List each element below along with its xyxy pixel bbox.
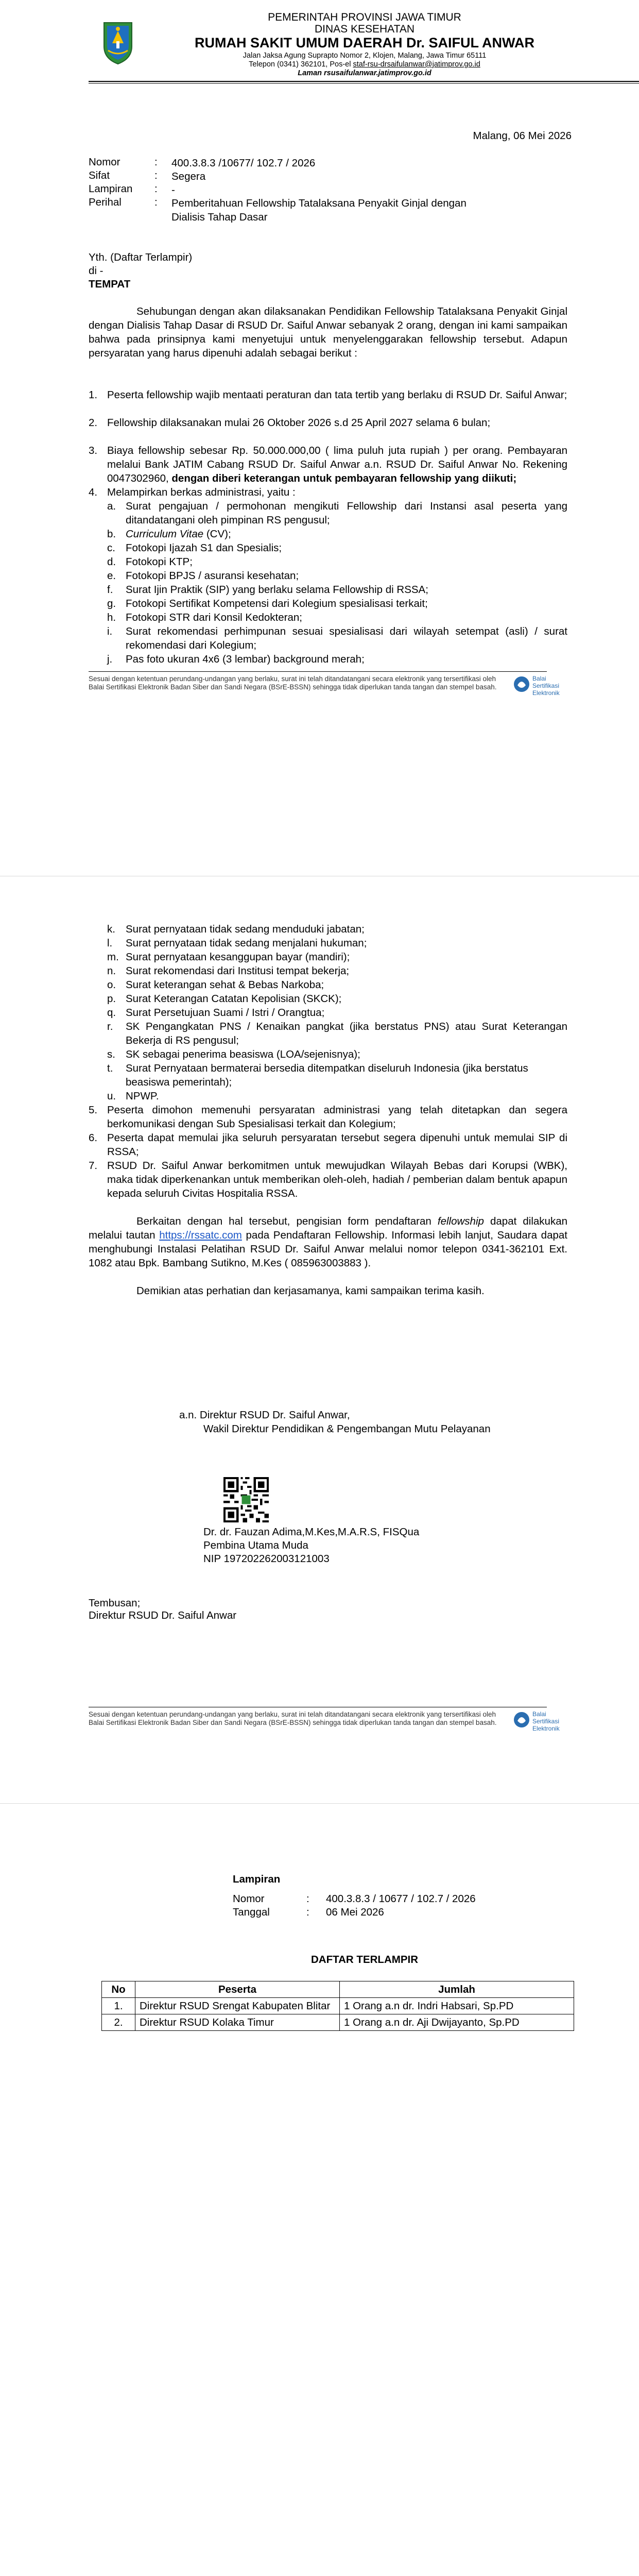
- sub-list-item: [107, 527, 567, 541]
- attachment-list-title: DAFTAR TERLAMPIR: [310, 1954, 418, 1965]
- header-contact: [89, 60, 639, 69]
- signatory-rank: Pembina Utama Muda: [203, 1539, 308, 1551]
- sub-list-item: [107, 597, 567, 611]
- meta-value-nomor: 400.3.8.3 /10677/ 102.7 / 2026: [171, 157, 316, 169]
- header-phone: Telepon (0341) 362101, Pos-el: [249, 60, 353, 69]
- addressee-line3: TEMPAT: [89, 278, 131, 290]
- intro-paragraph: Sehubungan dengan akan dilaksanakan Pendidikan Fellowship Tatalaksana Penyakit Ginjal dengan Dialisis Tahap Dasar di RSUD Dr. Saiful Anwar sebanyak 2 orang, dengan ini kami sampaikan bahwa pada prinsipnya kami menyetujui untuk menyelenggarakan fellowship tersebut. Adapun persyaratan yang harus dipenuhi adalah sebagai berikut :: [89, 306, 567, 359]
- sub-list-text: Surat Ijin Praktik (SIP) yang berlaku selama Fellowship di RSSA;: [126, 584, 428, 596]
- sub-list-text: Fotokopi BPJS / asuransi kesehatan;: [126, 570, 299, 582]
- table-cell-no: 1.: [102, 1998, 135, 2014]
- header-government: PEMERINTAH PROVINSI JAWA TIMUR: [268, 11, 461, 23]
- table-row: [102, 1998, 574, 2014]
- list-item: [89, 485, 567, 499]
- sub-list-item: [107, 964, 567, 978]
- footer-esign-notice: Sesuai dengan ketentuan perundang-undangan yang berlaku, surat ini telah ditandatangani secara elektronik yang tersertifikasi oleh Balai Sertifikasi Elektronik Badan Siber dan Sandi Negara (BSrE-BSSN) sehingga tidak diperlukan tanda tangan dan stempel basah.: [89, 675, 497, 691]
- sub-list-letter: a.: [107, 500, 116, 512]
- header-web-url: rsusaifulanwar.jatimprov.go.id: [324, 69, 431, 77]
- sub-list-item: [107, 611, 567, 624]
- signatory-nip: NIP 197202262003121003: [203, 1553, 330, 1565]
- sub-list-item: [107, 624, 567, 652]
- sub-list-item: [107, 499, 567, 527]
- sub-list-letter: i.: [107, 625, 113, 637]
- meta-colon: :: [154, 156, 158, 168]
- list-number: 5.: [89, 1104, 98, 1116]
- sub-list-text: SK sebagai penerima beasiswa (LOA/sejenisnya);: [126, 1048, 360, 1060]
- sub-list-item: [107, 1061, 567, 1089]
- table-cell-peserta: Direktur RSUD Kolaka Timur: [135, 2014, 340, 2031]
- sub-list-text: Surat Keterangan Catatan Kepolisian (SKCK);: [126, 993, 342, 1005]
- meta-value-lampiran: -: [171, 184, 175, 196]
- sub-list-text: Surat Persetujuan Suami / Istri / Orangtua;: [126, 1007, 325, 1019]
- list-item: [89, 1131, 567, 1159]
- header-web-prefix: Laman: [298, 69, 324, 77]
- sub-list-text: SK Pengangkatan PNS / Kenaikan pangkat (jika berstatus PNS) atau Surat Keterangan Bekerja di RS pengusul;: [126, 1021, 567, 1046]
- closing-text-2: dapat dilakukan melalui tautan: [89, 1215, 567, 1241]
- list-text: [107, 444, 567, 485]
- signature-qr-code: [223, 1477, 269, 1522]
- sub-list-item: [107, 1006, 567, 1020]
- bsre-logo-icon: [512, 1710, 531, 1731]
- sub-list-item: [107, 569, 567, 583]
- sub-list-text: [126, 527, 567, 541]
- header-website: [89, 69, 639, 77]
- addressee-line2: di -: [89, 265, 103, 277]
- sub-list-item: [107, 652, 567, 666]
- sub-list-letter: m.: [107, 951, 119, 963]
- sub-list-item: [107, 992, 567, 1006]
- sub-list-text: Surat keterangan sehat & Bebas Narkoba;: [126, 979, 324, 991]
- header-rule-thick: [89, 81, 639, 82]
- signature-on-behalf: a.n. Direktur RSUD Dr. Saiful Anwar,: [179, 1409, 350, 1421]
- sub-list-letter: o.: [107, 979, 116, 991]
- signature-role: Wakil Direktur Pendidikan & Pengembangan Mutu Pelayanan: [203, 1423, 491, 1435]
- sub-list-letter: e.: [107, 570, 116, 582]
- header-address: Jalan Jaksa Agung Suprapto Nomor 2, Klojen, Malang, Jawa Timur 65111: [243, 52, 487, 60]
- table-cell-no: 2.: [102, 2014, 135, 2031]
- meta-label-sifat: Sifat: [89, 170, 110, 181]
- cc-recipient: Direktur RSUD Dr. Saiful Anwar: [89, 1609, 237, 1621]
- meta-label-perihal: Perihal: [89, 196, 122, 208]
- sub-list-text: Fotokopi KTP;: [126, 556, 193, 568]
- footer-divider: [89, 671, 547, 672]
- table-cell-jumlah: 1 Orang a.n dr. Indri Habsari, Sp.PD: [340, 1998, 574, 2014]
- sub-list-text: Fotokopi Ijazah S1 dan Spesialis;: [126, 542, 282, 554]
- page-separator: [0, 1803, 639, 1804]
- footer-esign-notice: Sesuai dengan ketentuan perundang-undangan yang berlaku, surat ini telah ditandatangani secara elektronik yang tersertifikasi oleh Balai Sertifikasi Elektronik Badan Siber dan Sandi Negara (BSrE-BSSN) sehingga tidak diperlukan tanda tangan dan stempel basah.: [89, 1710, 497, 1726]
- sub-list-letter: g.: [107, 598, 116, 609]
- cc-title: Tembusan;: [89, 1597, 141, 1609]
- sub-list-letter: h.: [107, 612, 116, 623]
- list-text: Peserta dimohon memenuhi persyaratan administrasi yang telah ditetapkan dan segera berkomunikasi dengan Sub Spesialisasi terkait dan Kolegium;: [107, 1104, 567, 1130]
- sub-list-text: Surat pernyataan tidak sedang menjalani hukuman;: [126, 937, 367, 949]
- sub-list-letter: d.: [107, 556, 116, 568]
- attachment-title: Lampiran: [233, 1873, 281, 1885]
- list-number: 6.: [89, 1132, 98, 1144]
- sub-list-text: Fotokopi Sertifikat Kompetensi dari Kolegium spesialisasi terkait;: [126, 598, 428, 609]
- sub-list-letter: r.: [107, 1021, 113, 1032]
- sub-list-letter: s.: [107, 1048, 115, 1060]
- list-text: Peserta fellowship wajib mentaati peraturan dan tata tertib yang berlaku di RSUD Dr. Saiful Anwar;: [107, 389, 567, 401]
- sub-list-letter: k.: [107, 923, 115, 935]
- meta-colon: :: [306, 1906, 309, 1918]
- sub-list-text: Surat pengajuan / permohonan mengikuti Fellowship dari Instansi asal peserta yang ditandatangani oleh pimpinan RS pengusul;: [126, 500, 567, 526]
- list-number: 4.: [89, 486, 98, 498]
- sub-list-letter: c.: [107, 542, 115, 554]
- list-item: [89, 416, 567, 444]
- meta-value-sifat: Segera: [171, 171, 206, 182]
- header-department: DINAS KESEHATAN: [314, 23, 415, 35]
- sub-list-item: [107, 1020, 567, 1047]
- meta-label-nomor: Nomor: [89, 156, 120, 168]
- header-hospital-name: RUMAH SAKIT UMUM DAERAH Dr. SAIFUL ANWAR: [195, 35, 534, 50]
- list-text-plain: Biaya fellowship sebesar Rp. 50.000.000,00 ( lima puluh juta rupiah ) per orang. Pembayaran melalui Bank JATIM Cabang RSUD Dr. Saiful Anwar a.n. RSUD Dr. Saiful Anwar No. Rekening 0047302960,: [107, 445, 567, 484]
- list-item: [89, 1103, 567, 1131]
- list-text-bold: dengan diberi keterangan untuk pembayaran fellowship yang diikuti;: [171, 472, 517, 484]
- closing-thanks: Demikian atas perhatian dan kerjasamanya, kami sampaikan terima kasih.: [136, 1285, 485, 1297]
- signatory-name: Dr. dr. Fauzan Adima,M.Kes,M.A.R.S, FISQua: [203, 1526, 420, 1538]
- table-header-no: No: [102, 1981, 135, 1998]
- header-email: staf-rsu-drsaifulanwar@jatimprov.go.id: [353, 60, 480, 69]
- addressee-line1: Yth. (Daftar Terlampir): [89, 251, 193, 263]
- sub-list-text: Surat rekomendasi perhimpunan sesuai spesialisasi dari wilayah setempat (asli) / surat rekomendasi dari Kolegium;: [126, 625, 567, 651]
- sub-list-item: [107, 541, 567, 555]
- sub-list-letter: b.: [107, 528, 116, 540]
- bsre-label: Balai Sertifikasi Elektronik: [532, 675, 560, 697]
- closing-paragraph: [89, 1214, 567, 1270]
- registration-link[interactable]: https://rssatc.com: [159, 1229, 242, 1241]
- sub-list-text: Surat rekomendasi dari Institusi tempat bekerja;: [126, 965, 350, 977]
- table-cell-peserta: Direktur RSUD Srengat Kabupaten Blitar: [135, 1998, 340, 2014]
- closing-text-italic: fellowship: [437, 1215, 484, 1227]
- sub-list-text: Pas foto ukuran 4x6 (3 lembar) background merah;: [126, 653, 365, 665]
- sub-list-letter: t.: [107, 1062, 113, 1074]
- table-cell-jumlah: 1 Orang a.n dr. Aji Dwijayanto, Sp.PD: [340, 2014, 574, 2031]
- sub-list-text: Surat pernyataan kesanggupan bayar (mandiri);: [126, 951, 350, 963]
- sub-list-text: Surat pernyataan tidak sedang menduduki jabatan;: [126, 923, 365, 935]
- bsre-label: Balai Sertifikasi Elektronik: [532, 1710, 560, 1732]
- list-item: [89, 1159, 567, 1200]
- meta-colon: :: [154, 170, 158, 181]
- sub-list-text-plain: (CV);: [203, 528, 231, 540]
- sub-list-item: [107, 950, 567, 964]
- sub-list-text: Fotokopi STR dari Konsil Kedokteran;: [126, 612, 302, 623]
- sub-list-text: NPWP.: [126, 1090, 159, 1102]
- sub-list-item: [107, 583, 567, 597]
- sub-list-letter: n.: [107, 965, 116, 977]
- table-header-jumlah: Jumlah: [340, 1981, 574, 1998]
- meta-colon: :: [154, 196, 158, 208]
- attachment-nomor-label: Nomor: [233, 1893, 265, 1905]
- table-row: [102, 2014, 574, 2031]
- attachment-tanggal-label: Tanggal: [233, 1906, 270, 1918]
- sub-list-letter: l.: [107, 937, 113, 949]
- sub-list-text-italic: Curriculum Vitae: [126, 528, 204, 540]
- sub-list-letter: j.: [107, 653, 113, 665]
- meta-colon: :: [154, 183, 158, 195]
- table-header-row: [102, 1981, 574, 1998]
- list-number: 1.: [89, 389, 98, 401]
- list-item: [89, 388, 567, 416]
- sub-list-item: [107, 555, 567, 569]
- attachment-nomor: 400.3.8.3 / 10677 / 102.7 / 2026: [326, 1893, 476, 1905]
- table-header-peserta: Peserta: [135, 1981, 340, 1998]
- sub-list-letter: q.: [107, 1007, 116, 1019]
- letter-date: Malang, 06 Mei 2026: [473, 130, 572, 142]
- list-number: 3.: [89, 445, 98, 456]
- sub-list-letter: u.: [107, 1090, 116, 1102]
- list-number: 2.: [89, 417, 98, 429]
- sub-list-item: [107, 936, 567, 950]
- sub-list-item: [107, 1047, 567, 1061]
- sub-list-item: [107, 922, 567, 936]
- attachment-tanggal: 06 Mei 2026: [326, 1906, 384, 1918]
- sub-list-letter: f.: [107, 584, 113, 596]
- sub-list-text: Surat Pernyataan bermaterai bersedia ditempatkan diseluruh Indonesia (jika berstatus beasiswa pemerintah);: [126, 1062, 528, 1088]
- list-text: Peserta dapat memulai jika seluruh persyaratan tersebut segera dipenuhi untuk memulai SIP di RSSA;: [107, 1132, 567, 1158]
- meta-colon: :: [306, 1893, 309, 1905]
- list-text: Melampirkan berkas administrasi, yaitu :: [107, 486, 296, 498]
- meta-label-lampiran: Lampiran: [89, 183, 133, 195]
- closing-text-1: Berkaitan dengan hal tersebut, pengisian form pendaftaran: [136, 1215, 438, 1227]
- sub-list-item: [107, 1089, 567, 1103]
- list-text: RSUD Dr. Saiful Anwar berkomitmen untuk mewujudkan Wilayah Bebas dari Korupsi (WBK), maka tidak diperkenankan untuk memberikan oleh-oleh, hadiah / pemberian dalam bentuk apapun kepada seluruh Civitas Hospitalia RSSA.: [107, 1160, 567, 1199]
- list-text: Fellowship dilaksanakan mulai 26 Oktober 2026 s.d 25 April 2027 selama 6 bulan;: [107, 417, 491, 429]
- attachment-table: [101, 1981, 574, 2031]
- bsre-logo-icon: [512, 675, 531, 696]
- sub-list-letter: p.: [107, 993, 116, 1005]
- closing-text-3: pada Pendaftaran Fellowship. Informasi lebih lanjut, Saudara dapat menghubungi Instalasi Pelatihan RSUD Dr. Saiful Anwar melalui nomor telepon 0341-362101 Ext. 1082 atau Bpk. Bambang Sutikno, M.Kes ( 085963003883 ).: [89, 1229, 567, 1269]
- list-number: 7.: [89, 1160, 98, 1172]
- sub-list-item: [107, 978, 567, 992]
- meta-value-perihal: Pemberitahuan Fellowship Tatalaksana Penyakit Ginjal dengan Dialisis Tahap Dasar: [171, 197, 467, 223]
